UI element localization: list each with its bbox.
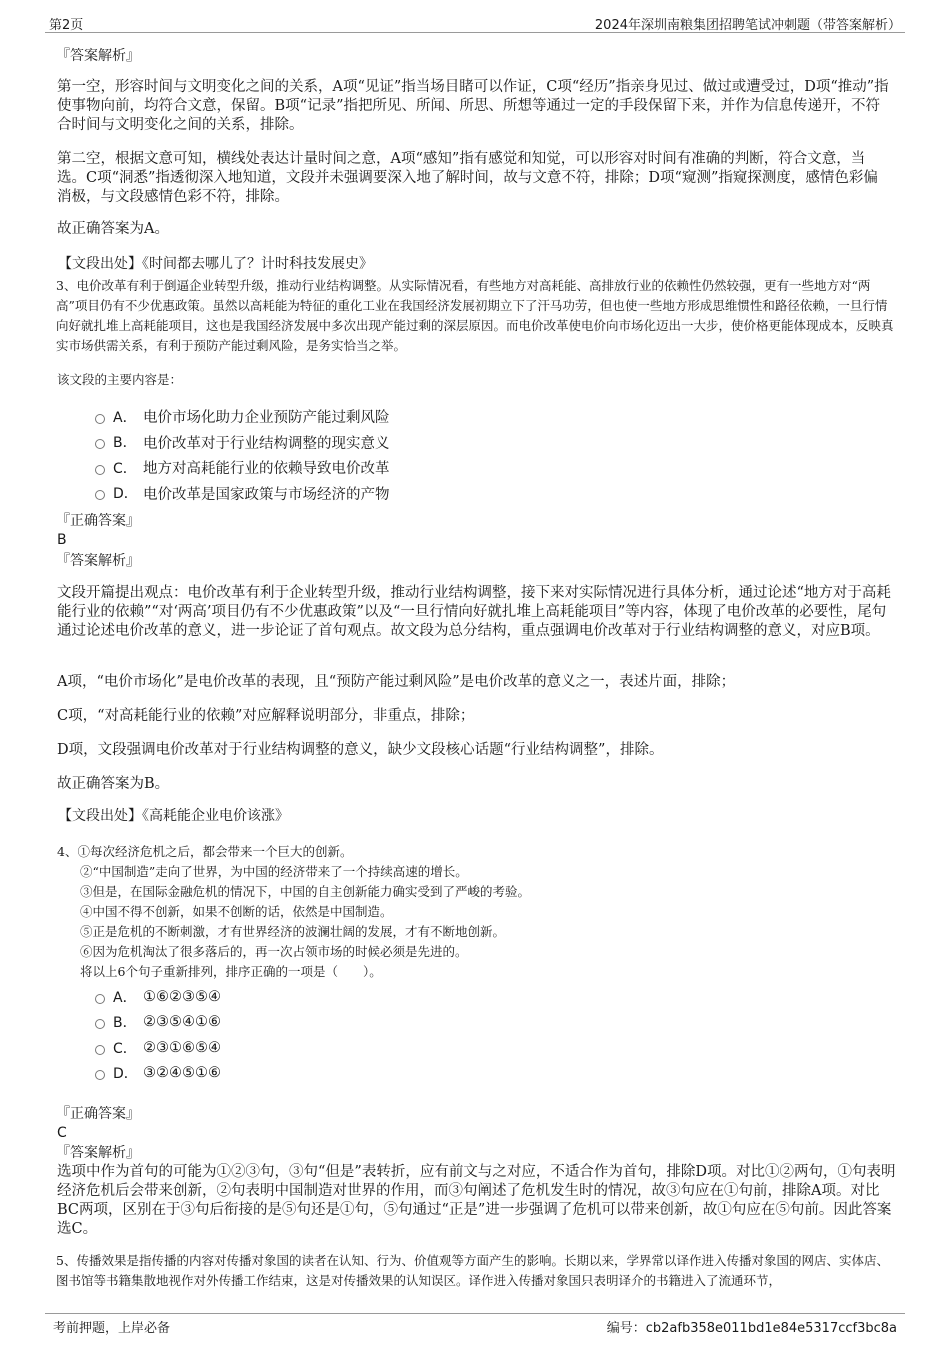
- q4-options: [95, 984, 221, 1086]
- q4-option-d[interactable]: [95, 1061, 221, 1087]
- q4-option-c[interactable]: [95, 1035, 221, 1061]
- q3-option-b[interactable]: [95, 430, 390, 456]
- radio-icon[interactable]: [95, 1045, 105, 1055]
- q4-sentence-3: ③但是，在国际金融危机的情况下，中国的自主创新能力确实受到了严峻的考验。: [80, 884, 531, 899]
- radio-icon[interactable]: [95, 490, 105, 500]
- q3-answer-label: 『正确答案』: [56, 513, 140, 529]
- radio-icon[interactable]: [95, 414, 105, 424]
- q3-analysis-para1: 文段开篇提出观点：电价改革有利于企业转型升级，推动行业结构调整，接下来对实际情况进行具体分析，通过论述“地方对于高耗能行业的依赖”“对‘两高’项目仍有不少优惠政策”以及“一旦行情向好就扎堆上高耗能项目”等内容，体现了电价改革的必要性，尾句通过论述电价改革的意义，进一步论证了首句观点。故文段为总分结构，重点强调电价改革对于行业结构调整的意义，对应B项。: [57, 585, 891, 639]
- q3-source: 【文段出处】《高耗能企业电价该涨》: [58, 808, 289, 824]
- q4-option-a[interactable]: [95, 984, 221, 1010]
- q4-analysis-label: 『答案解析』: [56, 1145, 140, 1161]
- q4-answer: C: [57, 1125, 67, 1141]
- option-letter: C．: [113, 460, 137, 477]
- q3-option-c[interactable]: [95, 455, 390, 481]
- page-header: [45, 12, 905, 33]
- option-text: 电价改革是国家政策与市场经济的产物: [143, 486, 390, 503]
- radio-icon[interactable]: [95, 1070, 105, 1080]
- footer-code: [607, 1317, 897, 1336]
- footer-code-label: 编号：: [606, 1321, 646, 1336]
- q4-answer-label: 『正确答案』: [56, 1106, 140, 1122]
- option-text: ③②④⑤①⑥: [143, 1065, 221, 1082]
- option-text: 地方对高耗能行业的依赖导致电价改革: [143, 461, 390, 478]
- q3-options: [95, 404, 390, 506]
- q3-analysis-label: 『答案解析』: [56, 553, 140, 569]
- q2-conclusion: 故正确答案为A。: [57, 221, 169, 237]
- option-text: 电价市场化助力企业预防产能过剩风险: [143, 410, 390, 427]
- option-letter: D．: [113, 1066, 138, 1083]
- radio-icon[interactable]: [95, 465, 105, 475]
- option-text: ②③①⑥⑤④: [143, 1039, 221, 1056]
- q4-question: 将以上6个句子重新排列，排序正确的一项是（ ）。: [80, 964, 382, 979]
- q4-sentence-1: 4、①每次经济危机之后，都会带来一个巨大的创新。: [57, 844, 353, 859]
- option-letter: D．: [113, 486, 138, 503]
- q4-sentence-4: ④中国不得不创新，如果不创断的话，依然是中国制造。: [80, 904, 393, 919]
- radio-icon[interactable]: [95, 1019, 105, 1029]
- footer-code-value: cb2afb358e011bd1e84e5317ccf3bc8a: [645, 1321, 897, 1336]
- radio-icon[interactable]: [95, 439, 105, 449]
- option-text: ①⑥②③⑤④: [143, 988, 221, 1005]
- q3-answer: B: [57, 532, 67, 548]
- option-letter: A．: [113, 409, 137, 426]
- q3-option-a[interactable]: [95, 404, 390, 430]
- option-letter: B．: [113, 1015, 137, 1032]
- q3-stem: 3、电价改革有利于倒逼企业转型升级，推动行业结构调整。从实际情况看，有些地方对高耗能、高排放行业的依赖性仍然较强，更有一些地方对“两高”项目仍有不少优惠政策。虽然以高耗能为特征的重化工业在我国经济发展初期立下了汗马功劳，但也使一些地方形成思维惯性和路径依赖，一旦行情向好就扎堆上高耗能项目，这也是我国经济发展中多次出现产能过剩的深层原因。而电价改革使电价向市场化迈出一大步，使价格更能体现成本，反映真实市场供需关系，有利于预防产能过剩风险，是务实恰当之举。: [56, 278, 894, 353]
- q3-question: 该文段的主要内容是：: [57, 372, 183, 387]
- q2-analysis-para1: 第一空，形容时间与文明变化之间的关系，A项“见证”指当场目睹可以作证，C项“经历”指亲身见过、做过或遭受过，D项“推动”指使事物向前，均符合文意，保留。B项“记录”指把所见、所闻、所思、所想等通过一定的手段保留下来，并作为信息传递开，不符合时间与文明变化之间的关系，排除。: [57, 79, 889, 133]
- footer-slogan: 考前押题，上岸必备: [53, 1321, 171, 1336]
- q4-sentence-5: ⑤正是危机的不断刺激，才有世界经济的波澜壮阔的发展，才有不断地创新。: [80, 924, 506, 939]
- option-letter: B．: [113, 435, 137, 452]
- document-title: 2024年深圳南粮集团招聘笔试冲刺题（带答案解析）: [594, 18, 901, 33]
- radio-icon[interactable]: [95, 994, 105, 1004]
- q2-analysis-para2: 第二空，根据文意可知，横线处表达计量时间之意，A项“感知”指有感觉和知觉，可以形容对时间有准确的判断，符合文意，当选。C项“洞悉”指透彻深入地知道，文段并未强调要深入地了解时间，故与文意不符，排除；D项“窥测”指窥探测度，感情色彩偏消极，与文段感情色彩不符，排除。: [57, 151, 878, 205]
- q3-analysis-para3: C项，“对高耗能行业的依赖”对应解释说明部分，非重点，排除；: [57, 708, 475, 724]
- option-letter: C．: [113, 1040, 137, 1057]
- q4-option-b[interactable]: [95, 1010, 221, 1036]
- q3-analysis-para2: A项，“电价市场化”是电价改革的表现，且“预防产能过剩风险”是电价改革的意义之一，表述片面，排除；: [57, 674, 736, 690]
- q4-sentence-6: ⑥因为危机淘汰了很多落后的，再一次占领市场的时候必须是先进的。: [80, 944, 468, 959]
- option-letter: A．: [113, 989, 137, 1006]
- q3-conclusion: 故正确答案为B。: [57, 776, 170, 792]
- page-number: 第2页: [49, 18, 84, 33]
- option-text: ②③⑤④①⑥: [143, 1014, 221, 1031]
- q3-option-d[interactable]: [95, 481, 390, 507]
- option-text: 电价改革对于行业结构调整的现实意义: [143, 435, 390, 452]
- q3-analysis-para4: D项，文段强调电价改革对于行业结构调整的意义，缺少文段核心话题“行业结构调整”，排除。: [57, 742, 664, 758]
- q2-analysis-label: 『答案解析』: [56, 48, 140, 64]
- q2-source: 【文段出处】《时间都去哪儿了？计时科技发展史》: [58, 256, 373, 272]
- q5-stem: 5、传播效果是指传播的内容对传播对象国的读者在认知、行为、价值观等方面产生的影响。长期以来，学界常以译作进入传播对象国的网店、实体店、图书馆等书籍集散地视作对外传播工作结束，这是对传播效果的认知误区。译作进入传播对象国只表明译介的书籍进入了流通环节，: [56, 1253, 889, 1288]
- q4-analysis: 选项中作为首句的可能为①②③句，③句“但是”表转折，应有前文与之对应，不适合作为首句，排除D项。对比①②两句，①句表明经济危机后会带来创新，②句表明中国制造对世界的作用，而③句阐述了危机发生时的情况，故③句应在①句前，排除A项。对比BC两项，区别在于③句后衔接的是⑤句还是①句，⑤句通过“正是”进一步强调了危机可以带来创新，故①句应在⑤句前。因此答案选C。: [57, 1164, 896, 1237]
- page-footer: [45, 1313, 905, 1336]
- q4-sentence-2: ②“中国制造”走向了世界，为中国的经济带来了一个持续高速的增长。: [80, 864, 468, 879]
